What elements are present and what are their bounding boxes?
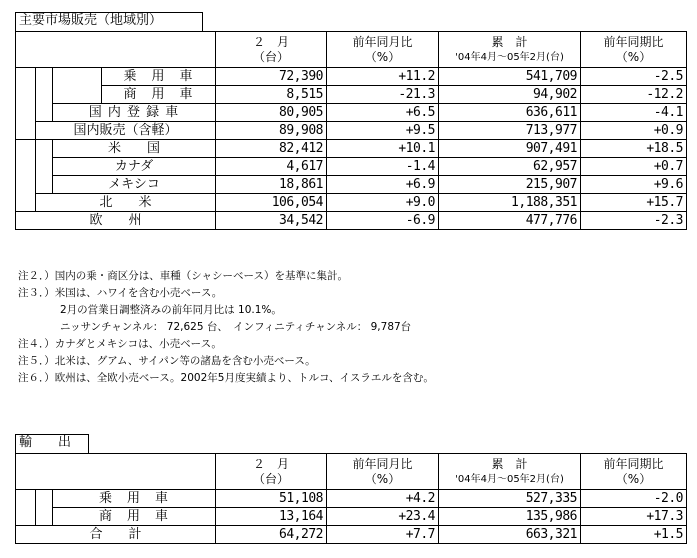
header-cumulative: 累 計 '04年4月～05年2月(台) bbox=[439, 454, 581, 490]
table-row bbox=[16, 212, 687, 230]
footnote: 注５．）北米は、グアム、サイパン等の諸島を含む小売ベース。 bbox=[18, 355, 316, 367]
month-value: 34,542 bbox=[216, 212, 327, 230]
yoy-month-value: -21.3 bbox=[327, 86, 439, 104]
table-row bbox=[16, 508, 687, 526]
yoy-period-value: +18.5 bbox=[581, 140, 687, 158]
footnote: 2月の営業日調整済みの前年同月比は 10.1%。 bbox=[18, 304, 282, 316]
header-cumulative: 累 計 '04年4月～05年2月(台) bbox=[439, 32, 581, 68]
yoy-period-value: -2.5 bbox=[581, 68, 687, 86]
yoy-month-value: +9.5 bbox=[327, 122, 439, 140]
row-label: 国内販売（含軽） bbox=[36, 122, 216, 140]
footnote: 注６．）欧州は、全欧小売ベース。2002年5月度実績より、トルコ、イスラエルを含む。 bbox=[18, 372, 434, 384]
export-table bbox=[15, 453, 687, 544]
header-yoy-period: 前年同期比 （%） bbox=[581, 454, 687, 490]
cumulative-value: 713,977 bbox=[439, 122, 581, 140]
month-value: 8,515 bbox=[216, 86, 327, 104]
month-value: 82,412 bbox=[216, 140, 327, 158]
yoy-period-value: -12.2 bbox=[581, 86, 687, 104]
row-label: 乗 用 車 bbox=[102, 68, 216, 86]
cumulative-value: 477,776 bbox=[439, 212, 581, 230]
yoy-month-value: +9.0 bbox=[327, 194, 439, 212]
row-label: 欧 州 bbox=[16, 212, 216, 230]
domestic-table-title bbox=[15, 12, 203, 31]
footnote: 注２．）国内の乗・商区分は、車種（シャシーベース）を基準に集計。 bbox=[18, 270, 349, 282]
yoy-period-value: -4.1 bbox=[581, 104, 687, 122]
header-yoy-month: 前年同月比 （%） bbox=[327, 32, 439, 68]
table-row bbox=[16, 122, 687, 140]
month-value: 18,861 bbox=[216, 176, 327, 194]
yoy-period-value: -2.3 bbox=[581, 212, 687, 230]
header-month: ２ 月 （台） bbox=[216, 32, 327, 68]
row-label: 北 米 bbox=[36, 194, 216, 212]
header-yoy-month: 前年同月比 （%） bbox=[327, 454, 439, 490]
yoy-period-value: +0.7 bbox=[581, 158, 687, 176]
row-label: 商 用 車 bbox=[102, 86, 216, 104]
footnote: 注４．）カナダとメキシコは、小売ベース。 bbox=[18, 338, 222, 350]
month-value: 80,905 bbox=[216, 104, 327, 122]
row-label: 乗 用 車 bbox=[53, 490, 216, 508]
footnote: ニッサンチャンネル： 72,625 台、 インフィニティチャンネル： 9,787台 bbox=[18, 321, 412, 333]
cumulative-value: 135,986 bbox=[439, 508, 581, 526]
row-label: カナダ bbox=[53, 158, 216, 176]
cumulative-value: 215,907 bbox=[439, 176, 581, 194]
table-row bbox=[16, 158, 687, 176]
cumulative-value: 1,188,351 bbox=[439, 194, 581, 212]
cumulative-value: 527,335 bbox=[439, 490, 581, 508]
month-value: 72,390 bbox=[216, 68, 327, 86]
header-yoy-period: 前年同期比 （%） bbox=[581, 32, 687, 68]
footnotes bbox=[18, 268, 434, 387]
month-value: 106,054 bbox=[216, 194, 327, 212]
table-row bbox=[16, 526, 687, 544]
domestic-sales-table bbox=[15, 31, 687, 230]
yoy-period-value: +15.7 bbox=[581, 194, 687, 212]
export-title-text: 輸 出 bbox=[19, 435, 72, 450]
table-row bbox=[16, 140, 687, 158]
yoy-period-value: -2.0 bbox=[581, 490, 687, 508]
footnote: 注３．）米国は、ハワイを含む小売ベース。 bbox=[18, 287, 223, 299]
table-row bbox=[16, 68, 687, 86]
cumulative-value: 94,902 bbox=[439, 86, 581, 104]
header-blank-cell bbox=[16, 454, 216, 490]
table-row bbox=[16, 86, 687, 104]
row-label: 合 計 bbox=[16, 526, 216, 544]
yoy-period-value: +17.3 bbox=[581, 508, 687, 526]
cumulative-value: 907,491 bbox=[439, 140, 581, 158]
yoy-period-value: +9.6 bbox=[581, 176, 687, 194]
month-value: 4,617 bbox=[216, 158, 327, 176]
yoy-month-value: +6.9 bbox=[327, 176, 439, 194]
yoy-month-value: -6.9 bbox=[327, 212, 439, 230]
yoy-month-value: -1.4 bbox=[327, 158, 439, 176]
yoy-month-value: +23.4 bbox=[327, 508, 439, 526]
yoy-period-value: +1.5 bbox=[581, 526, 687, 544]
yoy-month-value: +6.5 bbox=[327, 104, 439, 122]
domestic-title-text: 主要市場販売（地域別） bbox=[19, 13, 163, 28]
yoy-period-value: +0.9 bbox=[581, 122, 687, 140]
table-row bbox=[16, 194, 687, 212]
domestic-header-row bbox=[16, 32, 687, 68]
month-value: 89,908 bbox=[216, 122, 327, 140]
yoy-month-value: +4.2 bbox=[327, 490, 439, 508]
yoy-month-value: +10.1 bbox=[327, 140, 439, 158]
table-row bbox=[16, 490, 687, 508]
row-label: 商 用 車 bbox=[53, 508, 216, 526]
export-table-title bbox=[15, 434, 89, 453]
row-label: メキシコ bbox=[53, 176, 216, 194]
month-value: 64,272 bbox=[216, 526, 327, 544]
cumulative-value: 541,709 bbox=[439, 68, 581, 86]
month-value: 13,164 bbox=[216, 508, 327, 526]
month-value: 51,108 bbox=[216, 490, 327, 508]
header-blank-cell bbox=[16, 32, 216, 68]
header-month: ２ 月 （台） bbox=[216, 454, 327, 490]
row-label: 国 内 登 録 車 bbox=[53, 104, 216, 122]
table-row bbox=[16, 176, 687, 194]
yoy-month-value: +7.7 bbox=[327, 526, 439, 544]
table-row bbox=[16, 104, 687, 122]
cumulative-value: 62,957 bbox=[439, 158, 581, 176]
yoy-month-value: +11.2 bbox=[327, 68, 439, 86]
cumulative-value: 663,321 bbox=[439, 526, 581, 544]
cumulative-value: 636,611 bbox=[439, 104, 581, 122]
export-header-row bbox=[16, 454, 687, 490]
row-label: 米 国 bbox=[53, 140, 216, 158]
